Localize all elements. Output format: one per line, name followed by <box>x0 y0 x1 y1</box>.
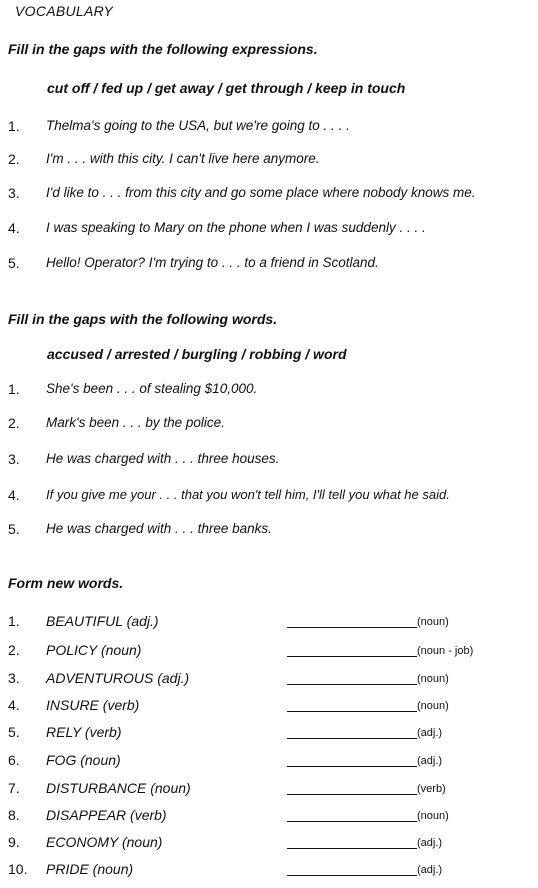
section2-item-number: 5. <box>8 521 20 537</box>
section2-item-text: If you give me your . . . that you won't tell him, I'll tell you what he said. <box>46 487 450 502</box>
target-part-of-speech: (adj.) <box>417 727 443 739</box>
answer-blank[interactable] <box>287 821 417 822</box>
section1-wordbank: cut off / fed up / get away / get through / keep in touch <box>47 80 406 96</box>
section3-item-number: 4. <box>8 697 20 713</box>
section3-base-word: PRIDE (noun) <box>46 861 134 877</box>
section1-heading: Fill in the gaps with the following expressions. <box>8 41 318 57</box>
target-part-of-speech: (adj.) <box>417 837 443 849</box>
section3-heading: Form new words. <box>8 575 124 591</box>
section3-base-word: FOG (noun) <box>46 752 121 768</box>
section2-item-text: She's been . . . of stealing $10,000. <box>46 381 258 396</box>
section1-item-text: I'd like to . . . from this city and go some place where nobody knows me. <box>46 185 476 200</box>
section3-base-word: ADVENTUROUS (adj.) <box>46 670 190 686</box>
section3-item-number: 5. <box>8 724 20 740</box>
answer-blank[interactable] <box>287 848 417 849</box>
answer-blank[interactable] <box>287 656 417 657</box>
section3-base-word: DISAPPEAR (verb) <box>46 807 167 823</box>
section3-item-number: 10. <box>8 861 28 877</box>
answer-blank[interactable] <box>287 627 417 628</box>
section2-item-text: He was charged with . . . three houses. <box>46 451 280 466</box>
section1-item-number: 3. <box>8 185 20 201</box>
section3-base-word: RELY (verb) <box>46 724 122 740</box>
section3-item-number: 7. <box>8 780 20 796</box>
section1-item-number: 5. <box>8 255 20 271</box>
section2-heading: Fill in the gaps with the following words. <box>8 311 278 327</box>
section2-item-number: 2. <box>8 415 20 431</box>
answer-blank[interactable] <box>287 684 417 685</box>
section2-item-number: 3. <box>8 451 20 467</box>
section3-item-number: 1. <box>8 613 20 629</box>
section3-base-word: POLICY (noun) <box>46 642 142 658</box>
section2-item-number: 1. <box>8 381 20 397</box>
section3-base-word: BEAUTIFUL (adj.) <box>46 613 159 629</box>
section3-item-number: 9. <box>8 834 20 850</box>
section3-item-number: 3. <box>8 670 20 686</box>
section2-item-number: 4. <box>8 487 20 503</box>
section1-item-text: I was speaking to Mary on the phone when I was suddenly . . . . <box>46 220 426 235</box>
page-title: VOCABULARY <box>15 3 114 19</box>
section2-wordbank: accused / arrested / burgling / robbing / word <box>47 346 347 362</box>
section3-base-word: INSURE (verb) <box>46 697 140 713</box>
section1-item-number: 2. <box>8 151 20 167</box>
target-part-of-speech: (noun) <box>417 616 449 628</box>
section3-base-word: ECONOMY (noun) <box>46 834 163 850</box>
section1-item-number: 4. <box>8 220 20 236</box>
target-part-of-speech: (noun) <box>417 810 449 822</box>
section3-item-number: 8. <box>8 807 20 823</box>
section1-item-text: I'm . . . with this city. I can't live here anymore. <box>46 151 320 166</box>
target-part-of-speech: (adj.) <box>417 755 443 767</box>
target-part-of-speech: (noun) <box>417 700 449 712</box>
section1-item-number: 1. <box>8 118 20 134</box>
section3-base-word: DISTURBANCE (noun) <box>46 780 191 796</box>
answer-blank[interactable] <box>287 766 417 767</box>
target-part-of-speech: (verb) <box>417 783 446 795</box>
target-part-of-speech: (adj.) <box>417 864 443 876</box>
section2-item-text: He was charged with . . . three banks. <box>46 521 272 536</box>
section3-item-number: 2. <box>8 642 20 658</box>
answer-blank[interactable] <box>287 711 417 712</box>
section1-item-text: Hello! Operator? I'm trying to . . . to a friend in Scotland. <box>46 255 379 270</box>
answer-blank[interactable] <box>287 875 417 876</box>
section1-item-text: Thelma's going to the USA, but we're going to . . . . <box>46 118 350 133</box>
answer-blank[interactable] <box>287 794 417 795</box>
section2-item-text: Mark's been . . . by the police. <box>46 415 225 430</box>
target-part-of-speech: (noun) <box>417 673 449 685</box>
target-part-of-speech: (noun - job) <box>417 645 474 657</box>
answer-blank[interactable] <box>287 738 417 739</box>
section3-item-number: 6. <box>8 752 20 768</box>
